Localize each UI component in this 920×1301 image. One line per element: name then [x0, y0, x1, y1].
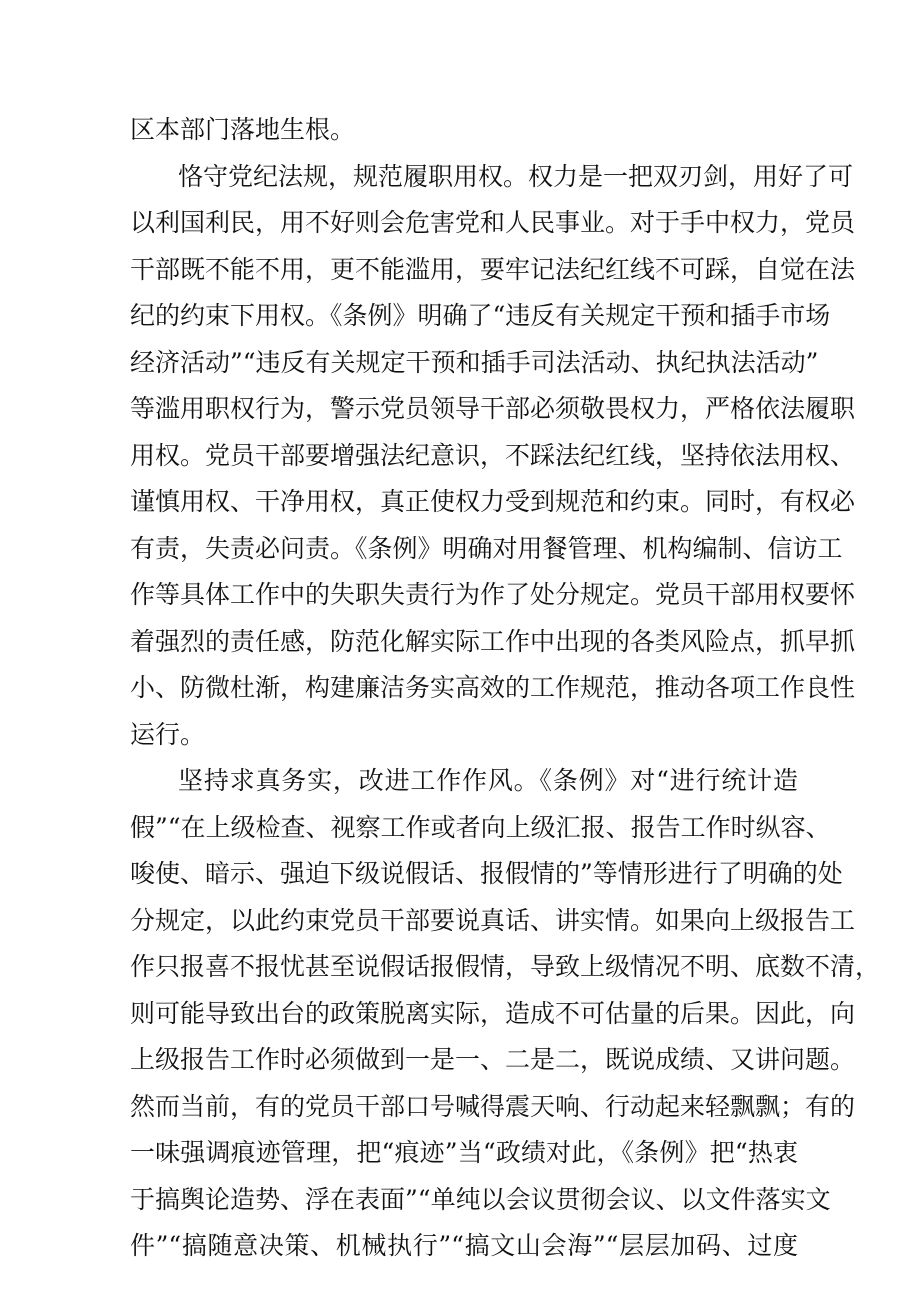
- text-line: 于搞舆论造势、浮在表面”“单纯以会议贯彻会议、以文件落实文: [130, 1185, 831, 1214]
- paragraph-start-line: 坚持求真务实，改进工作作风。《条例》对“进行统计造: [178, 766, 798, 795]
- text-line: 有责，失责必问责。《条例》明确对用餐管理、机构编制、信访工: [130, 534, 843, 563]
- text-line: 假”“在上级检查、视察工作或者向上级汇报、报告工作时纵容、: [130, 813, 831, 842]
- text-line: 则可能导致出台的政策脱离实际，造成不可估量的后果。因此，向: [130, 999, 856, 1028]
- text-line: 分规定，以此约束党员干部要说真话、讲实情。如果向上级报告工: [130, 906, 856, 935]
- text-line: 上级报告工作时必须做到一是一、二是二，既说成绩、又讲问题。: [130, 1045, 856, 1074]
- text-line: 然而当前，有的党员干部口号喊得震天响、行动起来轻飘飘；有的: [130, 1092, 856, 1121]
- text-line: 一味强调痕迹管理，把“痕迹”当“政绩对此，《条例》把“热衷: [130, 1138, 798, 1167]
- text-line: 干部既不能不用，更不能滥用，要牢记法纪红线不可踩，自觉在法: [130, 255, 856, 284]
- text-line: 着强烈的责任感，防范化解实际工作中出现的各类风险点，抓早抓: [130, 627, 856, 656]
- text-line: 小、防微杜渐，构建廉洁务实高效的工作规范，推动各项工作良性: [130, 673, 856, 702]
- text-line: 件”“搞随意决策、机械执行”“搞文山会海”“层层加码、过度: [130, 1231, 798, 1260]
- text-line: 唆使、暗示、强迫下级说假话、报假情的”等情形进行了明确的处: [130, 859, 843, 888]
- text-line: 运行。: [130, 720, 206, 749]
- text-line: 谨慎用权、干净用权，真正使权力受到规范和约束。同时，有权必: [130, 487, 856, 516]
- text-line: 区本部门落地生根。: [130, 115, 356, 144]
- text-line: 以利国利民，用不好则会危害党和人民事业。对于手中权力，党员: [130, 208, 856, 237]
- text-line: 作等具体工作中的失职失责行为作了处分规定。党员干部用权要怀: [130, 580, 856, 609]
- text-line: 用权。党员干部要增强法纪意识，不踩法纪红线，坚持依法用权、: [130, 441, 856, 470]
- text-line: 经济活动”“违反有关规定干预和插手司法活动、执纪执法活动”: [130, 348, 819, 377]
- text-line: 作只报喜不报忧甚至说假话报假情，导致上级情况不明、底数不清，: [130, 952, 881, 981]
- paragraph-start-line: 恪守党纪法规，规范履职用权。权力是一把双刃剑，用好了可: [178, 162, 854, 191]
- text-line: 纪的约束下用权。《条例》明确了“违反有关规定干预和插手市场: [130, 301, 831, 330]
- text-line: 等滥用职权行为，警示党员领导干部必须敬畏权力，严格依法履职: [130, 394, 856, 423]
